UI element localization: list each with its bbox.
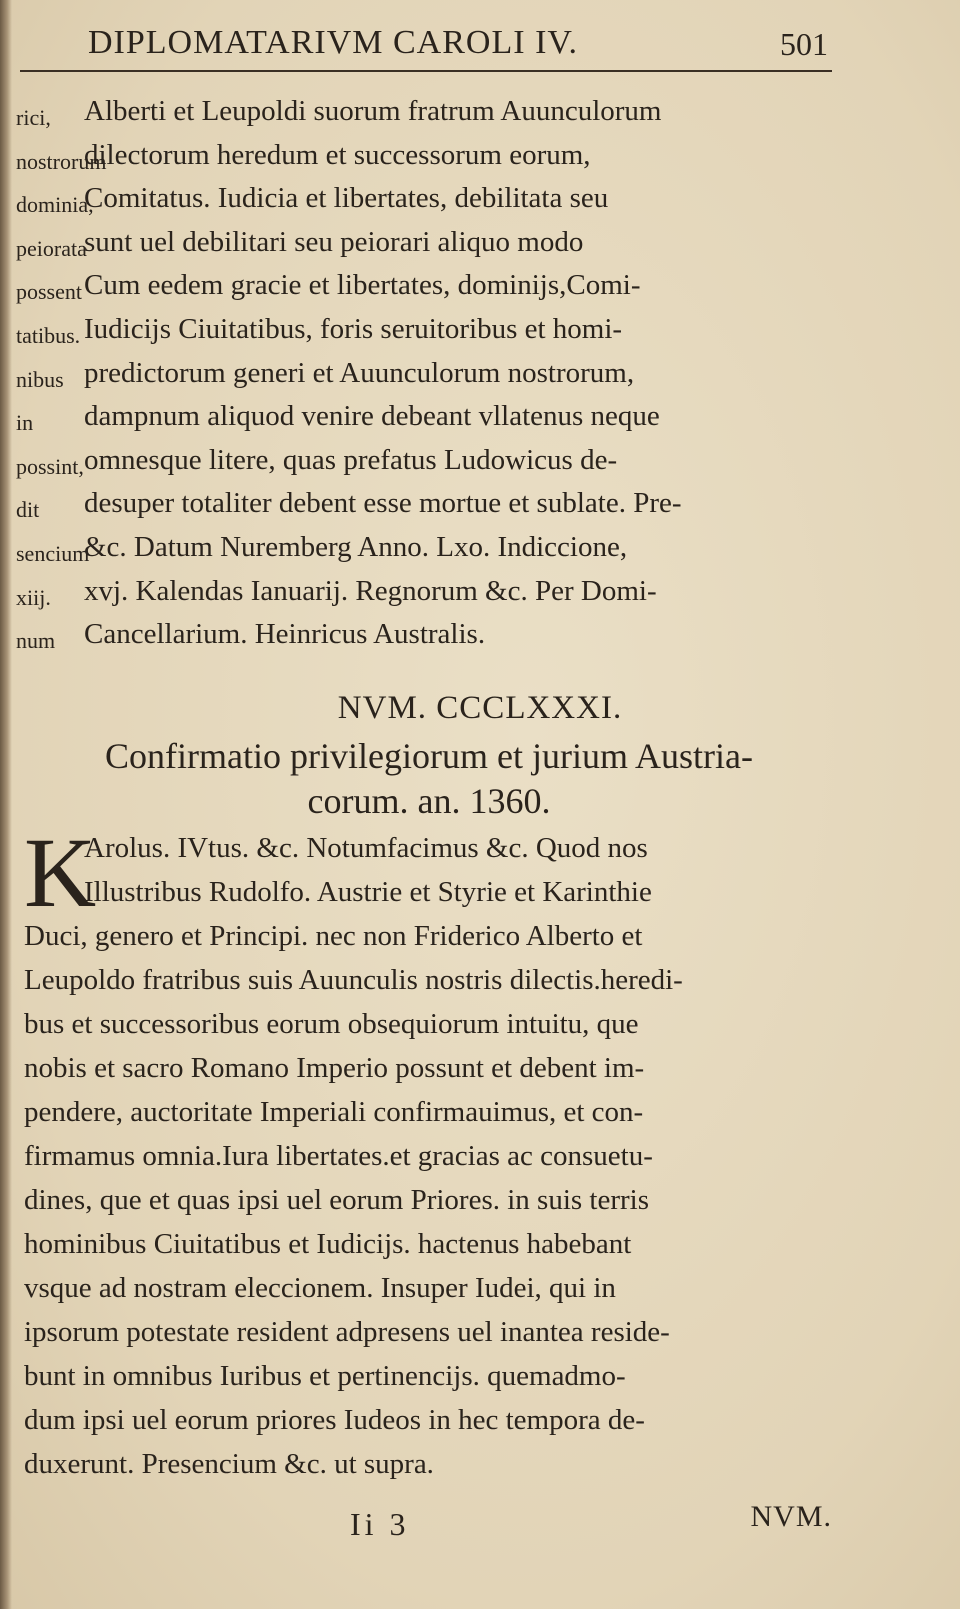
text-line: dilectorum heredum et successorum eorum, (84, 138, 591, 171)
text-line: dum ipsi uel eorum priores Iudeos in hec tempora de- (24, 1404, 645, 1436)
text-line: desuper totaliter debent esse mortue et sublate. Pre- (84, 487, 682, 520)
text-line: predictorum generi et Auunculorum nostrorum, (84, 356, 635, 389)
catchword: NVM. (750, 1500, 832, 1533)
margin-note: in (16, 410, 34, 436)
margin-note: dominia, (16, 192, 94, 218)
signature-mark: Ii 3 (350, 1506, 410, 1542)
text-line: Leupoldo fratribus suis Auunculis nostris dilectis.heredi- (24, 964, 683, 996)
margin-note: nostrorum (16, 148, 107, 174)
page-gutter-shadow (0, 0, 12, 1609)
text-line: bus et successoribus eorum obsequiorum intuitu, que (24, 1008, 639, 1040)
margin-note: rici, (16, 105, 51, 130)
margin-note: dit (16, 497, 40, 523)
running-title: DIPLOMATARIVM CAROLI IV. (88, 24, 579, 61)
drop-cap: K (24, 817, 97, 928)
text-line: omnesque litere, quas prefatus Ludowicus de- (84, 443, 618, 476)
text-line: bunt in omnibus Iuribus et pertinencijs. quemadmo- (24, 1360, 626, 1392)
header-rule (20, 70, 832, 72)
margin-note: peiorata (16, 235, 87, 261)
left-margin-notes (16, 96, 107, 663)
text-line: vsque ad nostram eleccionem. Insuper Iudei, qui in (24, 1272, 616, 1304)
page-number: 501 (780, 26, 828, 62)
text-line: Comitatus. Iudicia et libertates, debilitata seu (84, 182, 609, 215)
section-title-line: Confirmatio privilegiorum et jurium Austria- (105, 736, 753, 776)
margin-note: possent (16, 279, 82, 305)
text-line: dines, que et quas ipsi uel eorum Priores. in suis terris (24, 1184, 650, 1216)
text-line: ipsorum potestate resident adpresens uel inantea reside- (24, 1316, 670, 1348)
section-title (24, 734, 834, 824)
paragraph-continued (84, 90, 832, 657)
text-line: nobis et sacro Romano Imperio possunt et debent im- (24, 1052, 645, 1084)
text-line: Duci, genero et Principi. nec non Friderico Alberto et (24, 920, 643, 952)
text-line: Cum eedem gracie et libertates, dominijs,Comi- (84, 269, 641, 302)
section-title-line: corum. an. 1360. (307, 781, 551, 821)
text-line: sunt uel debilitari seu peiorari aliquo modo (84, 225, 584, 258)
text-line: firmamus omnia.Iura libertates.et gracias ac consuetu- (24, 1140, 653, 1172)
section-number: NVM. CCCLXXXI. (337, 690, 623, 726)
text-line: Illustribus Rudolfo. Austrie et Styrie et Karinthie (84, 876, 652, 908)
margin-note: tatibus. (16, 322, 81, 348)
text-line: &c. Datum Nuremberg Anno. Lxo. Indiccione, (84, 530, 628, 563)
margin-note: nibus (16, 366, 64, 392)
text-line: pendere, auctoritate Imperiali confirmauimus, et con- (24, 1096, 644, 1128)
text-line: hominibus Ciuitatibus et Iudicijs. hactenus habebant (24, 1228, 632, 1260)
margin-note: possint, (16, 453, 84, 479)
margin-note: sencium (16, 540, 90, 566)
text-line: duxerunt. Presencium &c. ut supra. (24, 1448, 434, 1480)
text-line: xvj. Kalendas Ianuarij. Regnorum &c. Per Domi- (84, 574, 657, 607)
margin-note: xiij. (16, 584, 51, 610)
text-line: Arolus. IVtus. &c. Notumfacimus &c. Quod nos (84, 832, 648, 864)
text-line: dampnum aliquod venire debeant vllatenus neque (84, 400, 660, 433)
text-line: Alberti et Leupoldi suorum fratrum Auunculorum (84, 95, 662, 127)
text-line: Iudicijs Ciuitatibus, foris seruitoribus et homi- (84, 312, 623, 345)
text-line: Cancellarium. Heinricus Australis. (84, 618, 486, 651)
page-header (88, 16, 828, 76)
margin-note: num (16, 628, 56, 654)
